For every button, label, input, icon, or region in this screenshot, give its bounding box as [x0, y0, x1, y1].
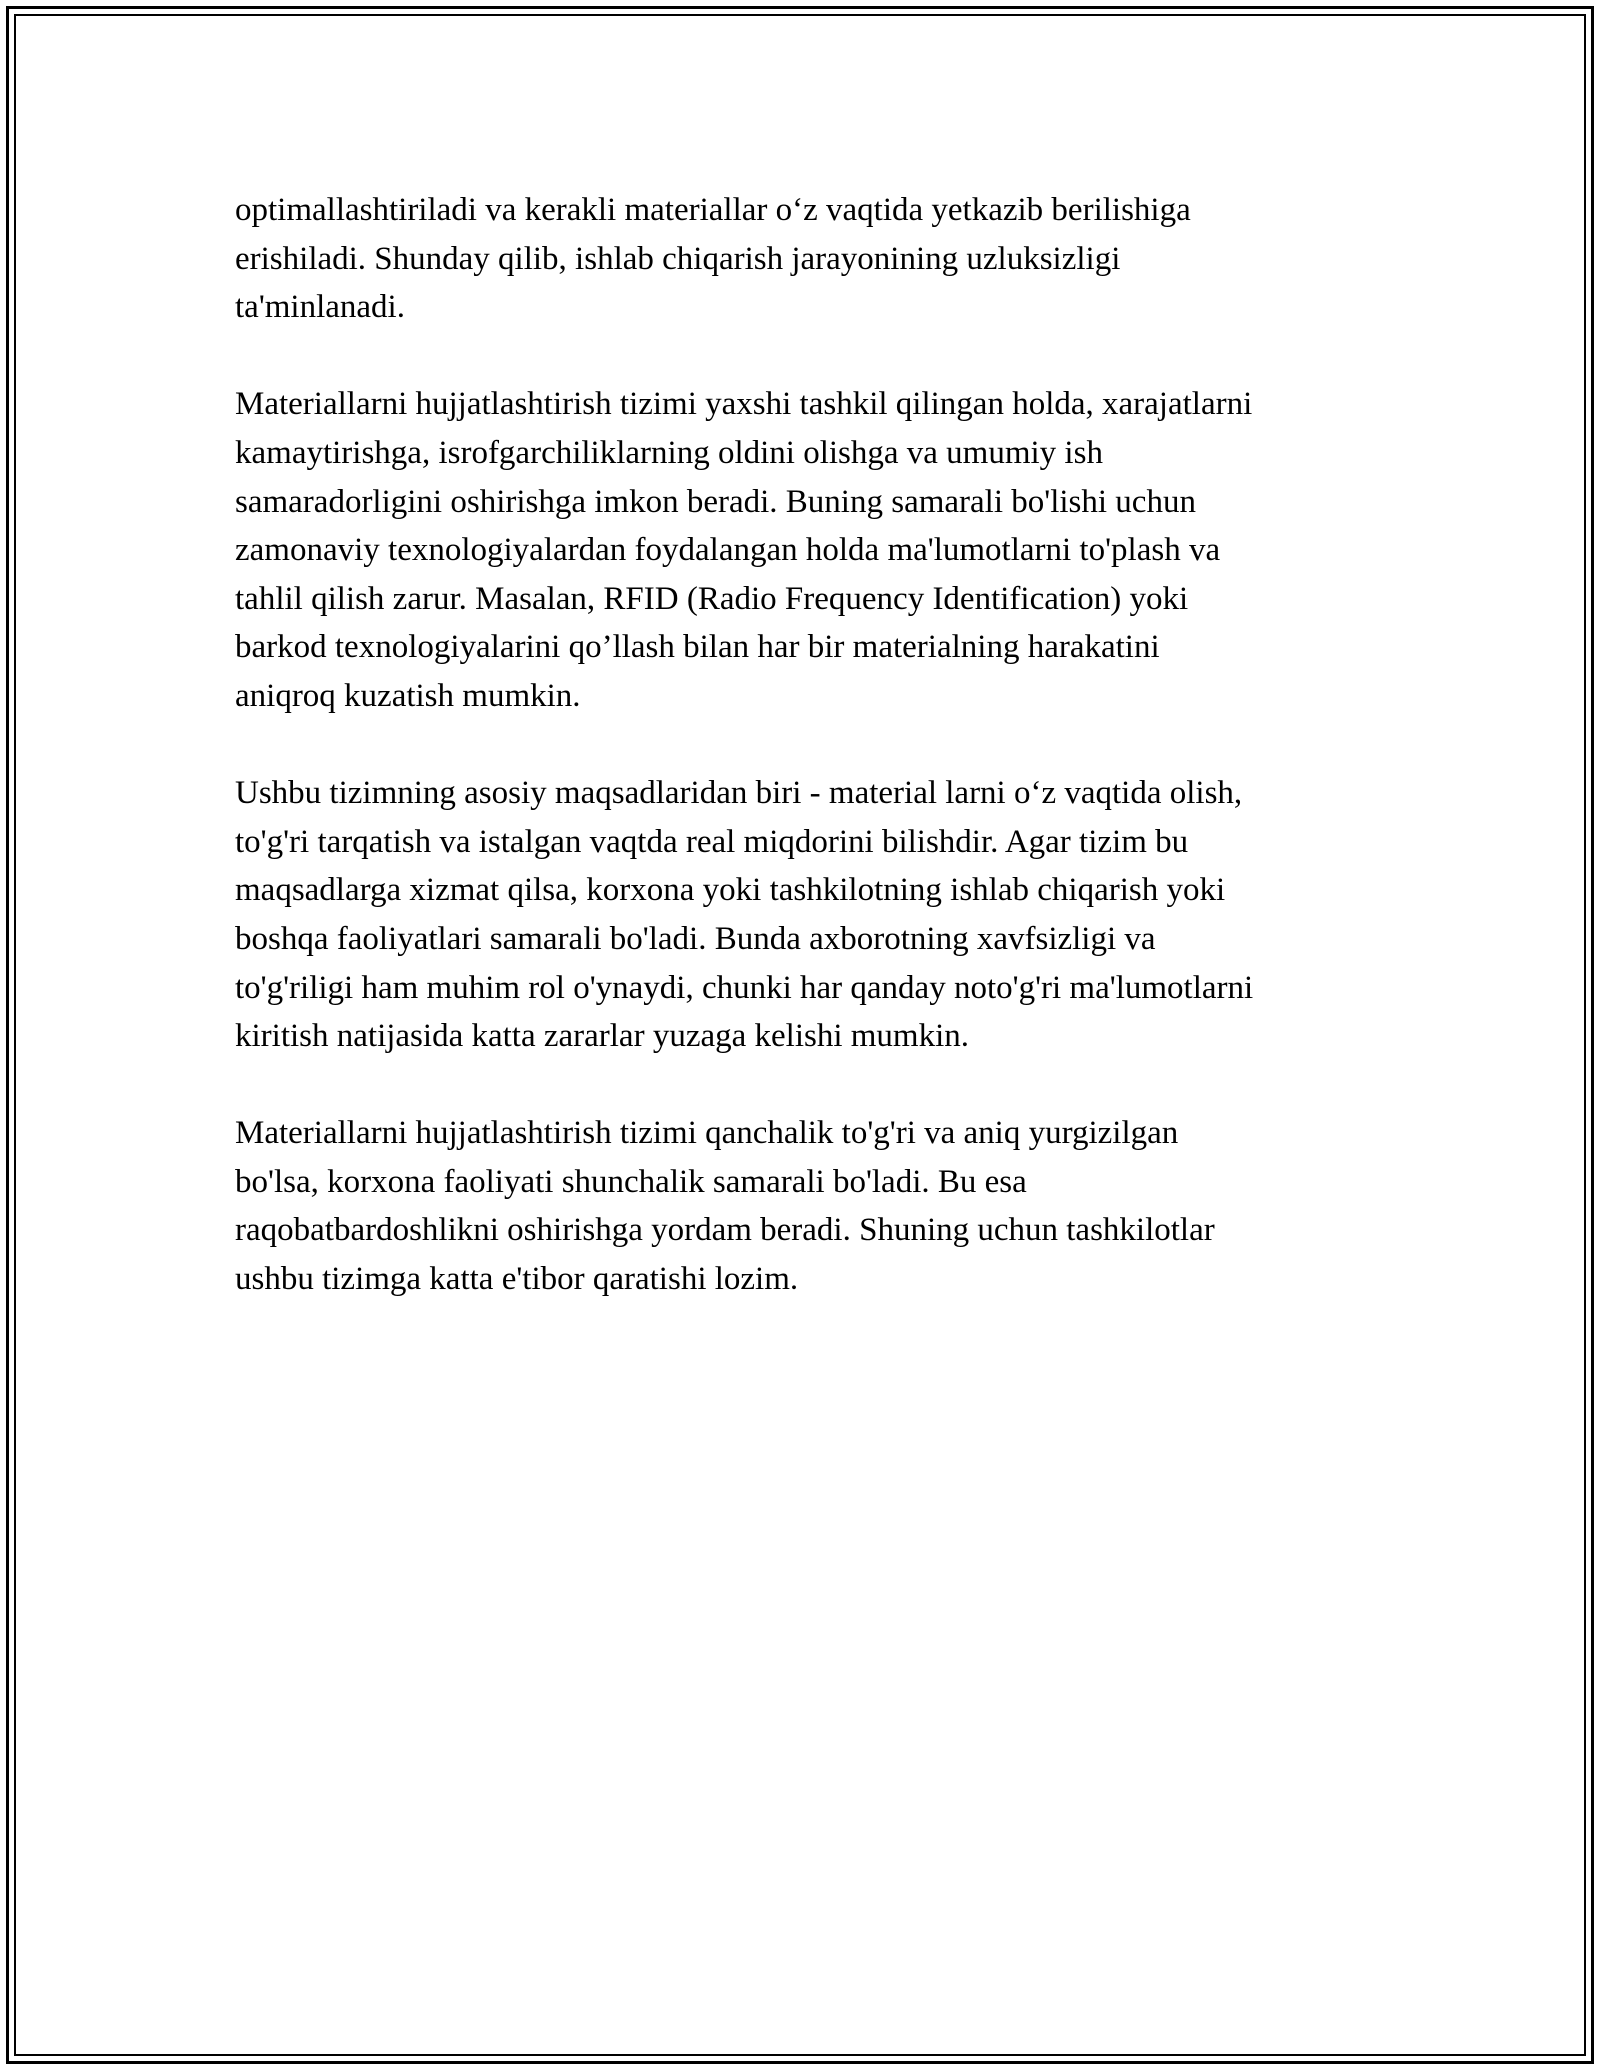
document-body [235, 186, 1385, 1352]
text-line: raqobatbardoshlikni oshirishga yordam beradi. Shuning uchun tashkilotlar [235, 1212, 1215, 1249]
text-line: zamonaviy texnologiyalardan foydalangan holda ma'lumotlarni to'plash va [235, 532, 1221, 569]
text-line: kamaytirishga, isrofgarchiliklarning oldini olishga va umumiy ish [235, 434, 1103, 471]
text-line: maqsadlarga xizmat qilsa, korxona yoki tashkilotning ishlab chiqarish yoki [235, 872, 1226, 909]
paragraph-4 [235, 1109, 1385, 1303]
text-line: aniqroq kuzatish mumkin. [235, 677, 581, 714]
text-line: tahlil qilish zarur. Masalan, RFID (Radio Frequency Identification) yoki [235, 580, 1189, 617]
text-line: barkod texnologiyalarini qo’llash bilan har bir materialning harakatini [235, 629, 1160, 666]
paragraph-2 [235, 380, 1385, 720]
text-line: Materiallarni hujjatlashtirish tizimi yaxshi tashkil qilingan holda, xarajatlarni [235, 386, 1253, 423]
text-line: Materiallarni hujjatlashtirish tizimi qanchalik to'g'ri va aniq yurgizilgan [235, 1115, 1179, 1152]
text-line: optimallashtiriladi va kerakli materiallar o‘z vaqtida yetkazib berilishiga [235, 192, 1191, 228]
text-line: kiritish natijasida katta zararlar yuzaga kelishi mumkin. [235, 1018, 970, 1055]
text-line: ta'minlanadi. [235, 289, 405, 326]
text-line: to'g'ri tarqatish va istalgan vaqtda real miqdorini bilishdir. Agar tizim bu [235, 823, 1189, 860]
paragraph-3 [235, 769, 1385, 1061]
text-line: erishiladi. Shunday qilib, ishlab chiqarish jarayonining uzluksizligi [235, 240, 1121, 277]
paragraph-1 [235, 186, 1385, 332]
text-line: ushbu tizimga katta e'tibor qaratishi lozim. [235, 1261, 799, 1298]
text-line: boshqa faoliyatlari samarali bo'ladi. Bunda axborotning xavfsizligi va [235, 920, 1156, 957]
text-line: Ushbu tizimning asosiy maqsadlaridan biri - material larni o‘z vaqtida olish, [235, 775, 1243, 812]
text-line: to'g'riligi ham muhim rol o'ynaydi, chunki har qanday noto'g'ri ma'lumotlarni [235, 969, 1254, 1006]
text-line: bo'lsa, korxona faoliyati shunchalik samarali bo'ladi. Bu esa [235, 1163, 1027, 1200]
text-line: samaradorligini oshirishga imkon beradi. Buning samarali bo'lishi uchun [235, 483, 1196, 520]
